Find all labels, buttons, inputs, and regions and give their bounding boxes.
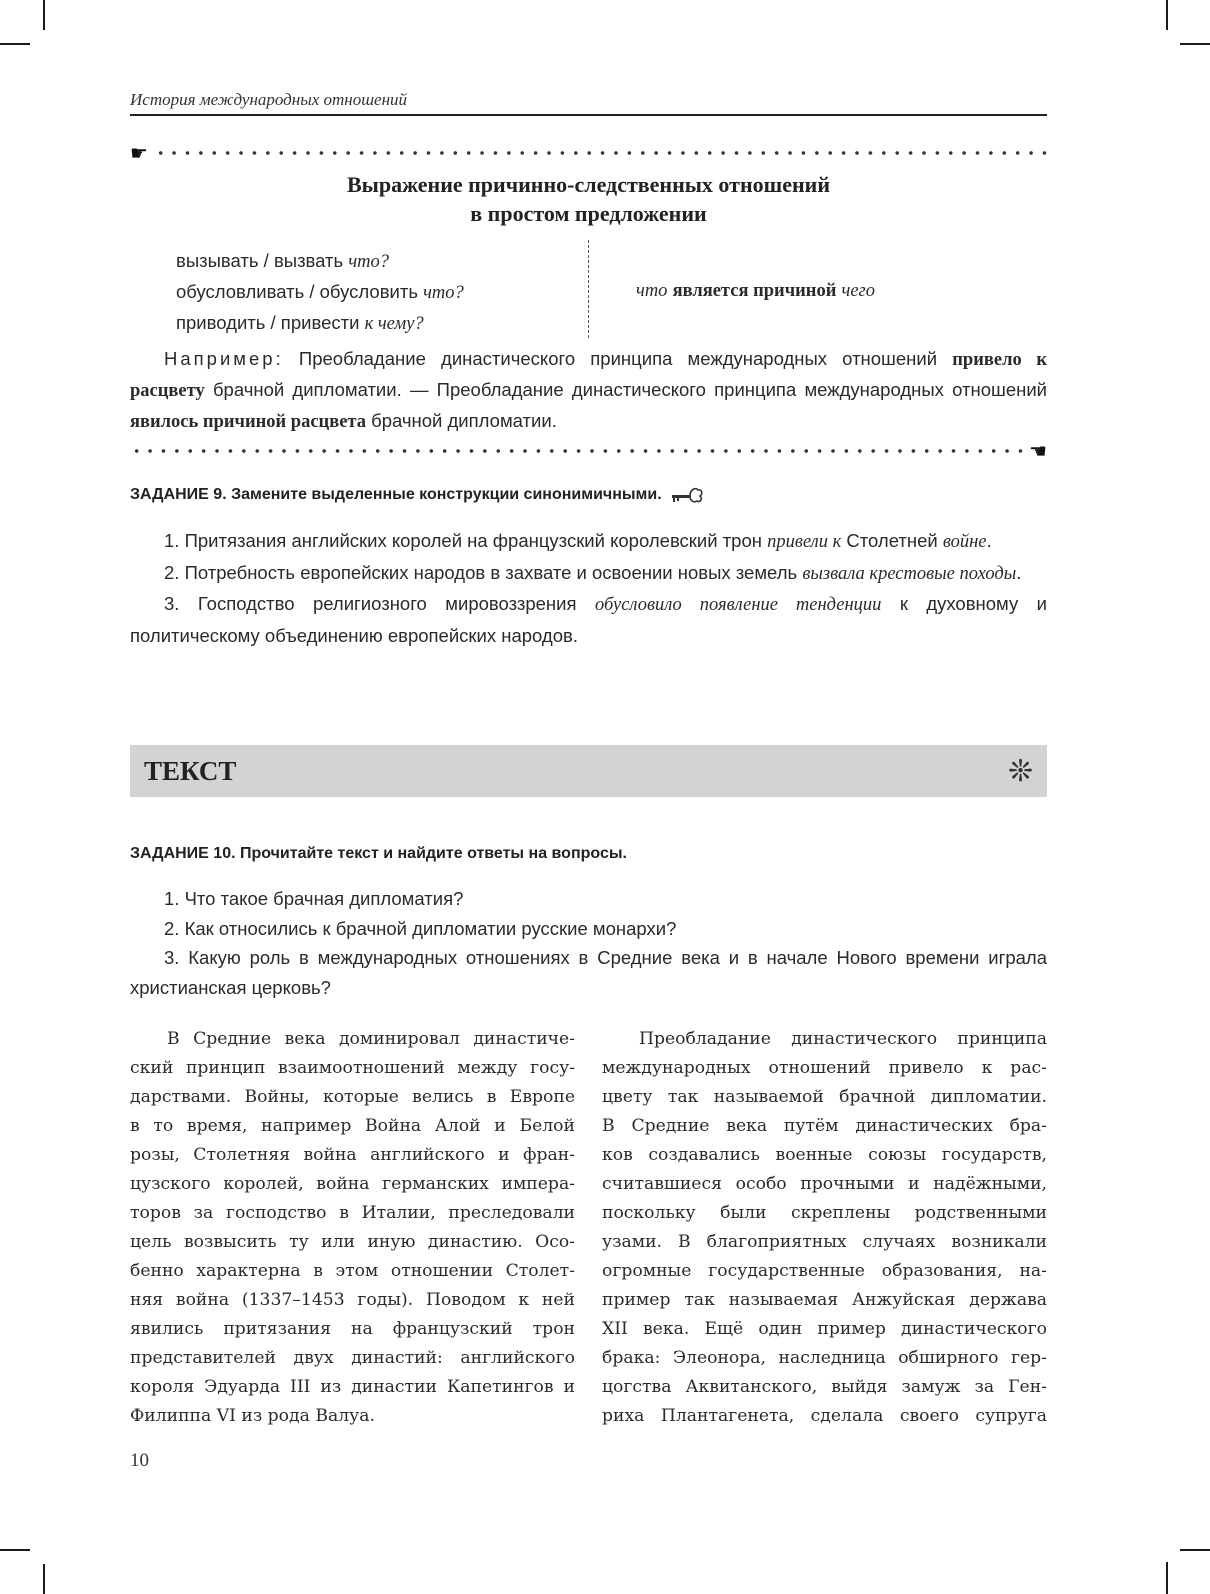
task9-item: 1. Притязания английских королей на французский королевский трон привели к Столетней войне. xyxy=(164,530,992,552)
box-top-divider xyxy=(130,141,1047,165)
crop-mark xyxy=(0,43,30,45)
running-header: История международных отношений xyxy=(130,90,408,109)
section-title: ТЕКСТ xyxy=(144,755,237,786)
task9-list xyxy=(130,526,1047,650)
crop-mark xyxy=(1180,1549,1210,1551)
formula: что является причиной чего xyxy=(636,281,876,301)
body-column-right: Преобладание династического принципа международных отношений привело к рас- цвету так называемой брачной дипломатии. В Средние века путём династических бра- ков создавались военные союзы государств, считавшиеся особо прочными и надёжными, поскольку были скреплены родственными узами. В благоприятных случаях возникали огромные государственные образования, на- пример так называемая Анжуйская держава XII века. Ещё один пример династического брака: Элеонора, наследница обширного гер- цогства Аквитанского, выйдя замуж за Ген- риха Плантагенета, сделала своего супруга xyxy=(602,1029,1047,1426)
pointing-hand-left-icon: ☛ xyxy=(1029,439,1047,463)
snowflake-icon: ❊ xyxy=(1007,753,1033,789)
grammar-box-title xyxy=(130,170,1047,228)
task9-item: 2. Потребность европейских народов в захвате и освоении новых земель вызвала крестовые походы. xyxy=(164,561,1022,584)
crop-mark xyxy=(1166,1562,1168,1594)
column-divider xyxy=(588,240,589,338)
crop-mark xyxy=(43,1564,45,1594)
section-bar-text xyxy=(130,745,1047,797)
task9-heading: ЗАДАНИЕ 9. Замените выделенные конструкции синонимичными. xyxy=(130,484,704,506)
question-item: 2. Как относились к брачной дипломатии русские монархи? xyxy=(164,917,677,939)
crop-mark xyxy=(43,0,45,30)
crop-mark xyxy=(1180,43,1210,45)
grammar-box-title-line2: в простом предложении xyxy=(470,201,707,226)
verb-row: обусловливать / обусловить что? xyxy=(176,281,464,303)
crop-mark xyxy=(0,1549,30,1551)
key-icon xyxy=(670,486,704,504)
question-item: 3. Какую роль в международных отношениях в Средние века и в начале Нового времени играла христианская церковь? xyxy=(130,947,1047,998)
example-paragraph: Например: Преобладание династического принципа международных отношений привело к расцвету брачной дипломатии. — Преобладание династического принципа международных отношений явилось причиной расцвета брачной дипломатии. xyxy=(130,348,1048,432)
crop-mark xyxy=(1166,0,1168,30)
header-rule xyxy=(130,114,1047,116)
task10-heading: ЗАДАНИЕ 10. Прочитайте текст и найдите ответы на вопросы. xyxy=(130,845,627,862)
body-column-left: В Средние века доминировал династиче- ский принцип взаимоотношений между госу- дарствами. Войны, которые велись в Европе в то время, например Война Алой и Белой розы, Столетняя война английского и фран- цузского королей, война германских импера- торов за господство в Италии, преследовали цель возвысить ту или иную династию. Осо- бенно характерна в этом отношении Столет- няя война (1337–1453 годы). Поводом к ней явились притязания на французский трон представителей двух династий: английского короля Эдуарда III из династии Капетингов и Филиппа VI из рода Валуа. xyxy=(130,1029,575,1426)
question-item: 1. Что такое брачная дипломатия? xyxy=(164,888,464,909)
task9-item: 3. Господство религиозного мировоззрения обусловило появление тенденции к духовному и политическому объединению европейских народов. xyxy=(130,593,1047,646)
pointing-hand-right-icon: ☛ xyxy=(130,141,148,165)
verb-row: вызывать / вызвать что? xyxy=(176,250,389,272)
verb-row: приводить / привести к чему? xyxy=(176,312,424,334)
verb-list xyxy=(176,246,464,339)
page-number: 10 xyxy=(130,1450,149,1471)
box-bottom-divider xyxy=(130,439,1047,463)
task10-questions xyxy=(130,884,1047,1002)
grammar-box-title-line1: Выражение причинно-следственных отношений xyxy=(347,172,830,197)
